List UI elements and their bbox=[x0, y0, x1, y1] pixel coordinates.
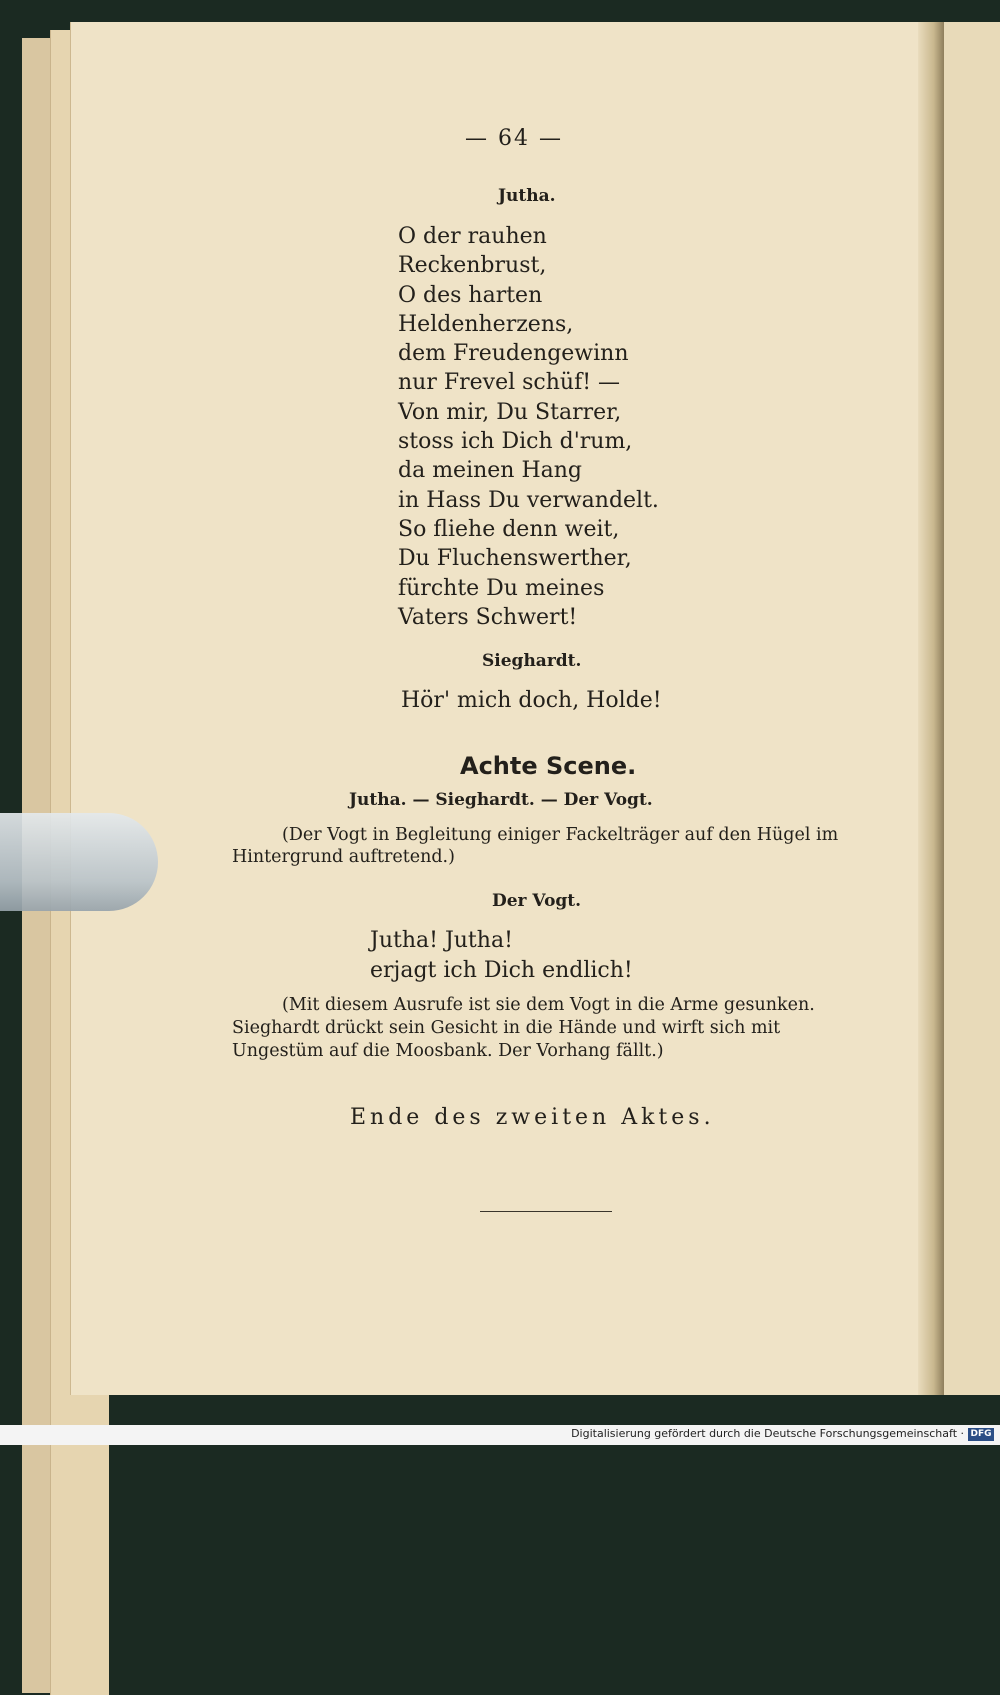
verse-line: nur Frevel schüf! — bbox=[398, 370, 621, 396]
verse-line: in Hass Du verwandelt. bbox=[398, 487, 659, 513]
verse-line: erjagt ich Dich endlich! bbox=[370, 958, 633, 983]
facing-page bbox=[944, 22, 1000, 1395]
verse-line: fürchte Du meines bbox=[398, 575, 605, 601]
speaker-sieghardt: Sieghardt. bbox=[482, 651, 582, 671]
speaker-vogt: Der Vogt. bbox=[492, 891, 582, 911]
act-end: Ende des zweiten Aktes. bbox=[350, 1105, 715, 1130]
verse-line: da meinen Hang bbox=[398, 458, 583, 484]
stage-direction-text: (Mit diesem Ausrufe ist sie dem Vogt in die Arme gesunken. Sieghardt drückt sein Gesicht in die Hände und wirft sich mit Ungestüm auf die Moosbank. Der Vorhang fällt.) bbox=[232, 995, 815, 1061]
stage-direction bbox=[232, 824, 856, 868]
verse-sieghardt: Hör' mich doch, Holde! bbox=[401, 688, 662, 713]
verse-line: Jutha! Jutha! bbox=[370, 928, 513, 953]
verse-jutha bbox=[398, 222, 659, 632]
verse-line: Von mir, Du Starrer, bbox=[398, 399, 622, 425]
verse-line: Du Fluchenswerther, bbox=[398, 546, 632, 572]
speaker-jutha: Jutha. bbox=[498, 186, 556, 206]
verse-line: O des harten bbox=[398, 282, 543, 308]
book-gutter bbox=[918, 22, 944, 1395]
thumb-clamp bbox=[0, 813, 158, 911]
verse-line: Vaters Schwert! bbox=[398, 604, 578, 630]
verse-line: dem Freudengewinn bbox=[398, 341, 629, 367]
cast-list: Jutha. — Sieghardt. — Der Vogt. bbox=[349, 790, 653, 810]
stage-direction-text: (Der Vogt in Begleitung einiger Fackelträger auf den Hügel im Hintergrund auftretend.) bbox=[232, 825, 839, 867]
page-number: — 64 — bbox=[465, 126, 563, 151]
scene-title: Achte Scene. bbox=[460, 752, 637, 780]
verse-line: So fliehe denn weit, bbox=[398, 516, 620, 542]
footer-credit: Digitalisierung gefördert durch die Deutsche Forschungsgemeinschaft · bbox=[571, 1427, 964, 1440]
dfg-logo: DFG bbox=[968, 1428, 994, 1441]
verse-line: O der rauhen bbox=[398, 224, 547, 249]
verse-line: stoss ich Dich d'rum, bbox=[398, 429, 633, 455]
stage-direction bbox=[232, 994, 856, 1063]
verse-vogt bbox=[370, 926, 633, 986]
footer-bar bbox=[0, 1425, 1000, 1445]
verse-line: Reckenbrust, bbox=[398, 253, 547, 279]
verse-line: Heldenherzens, bbox=[398, 311, 574, 337]
end-rule bbox=[480, 1211, 612, 1212]
